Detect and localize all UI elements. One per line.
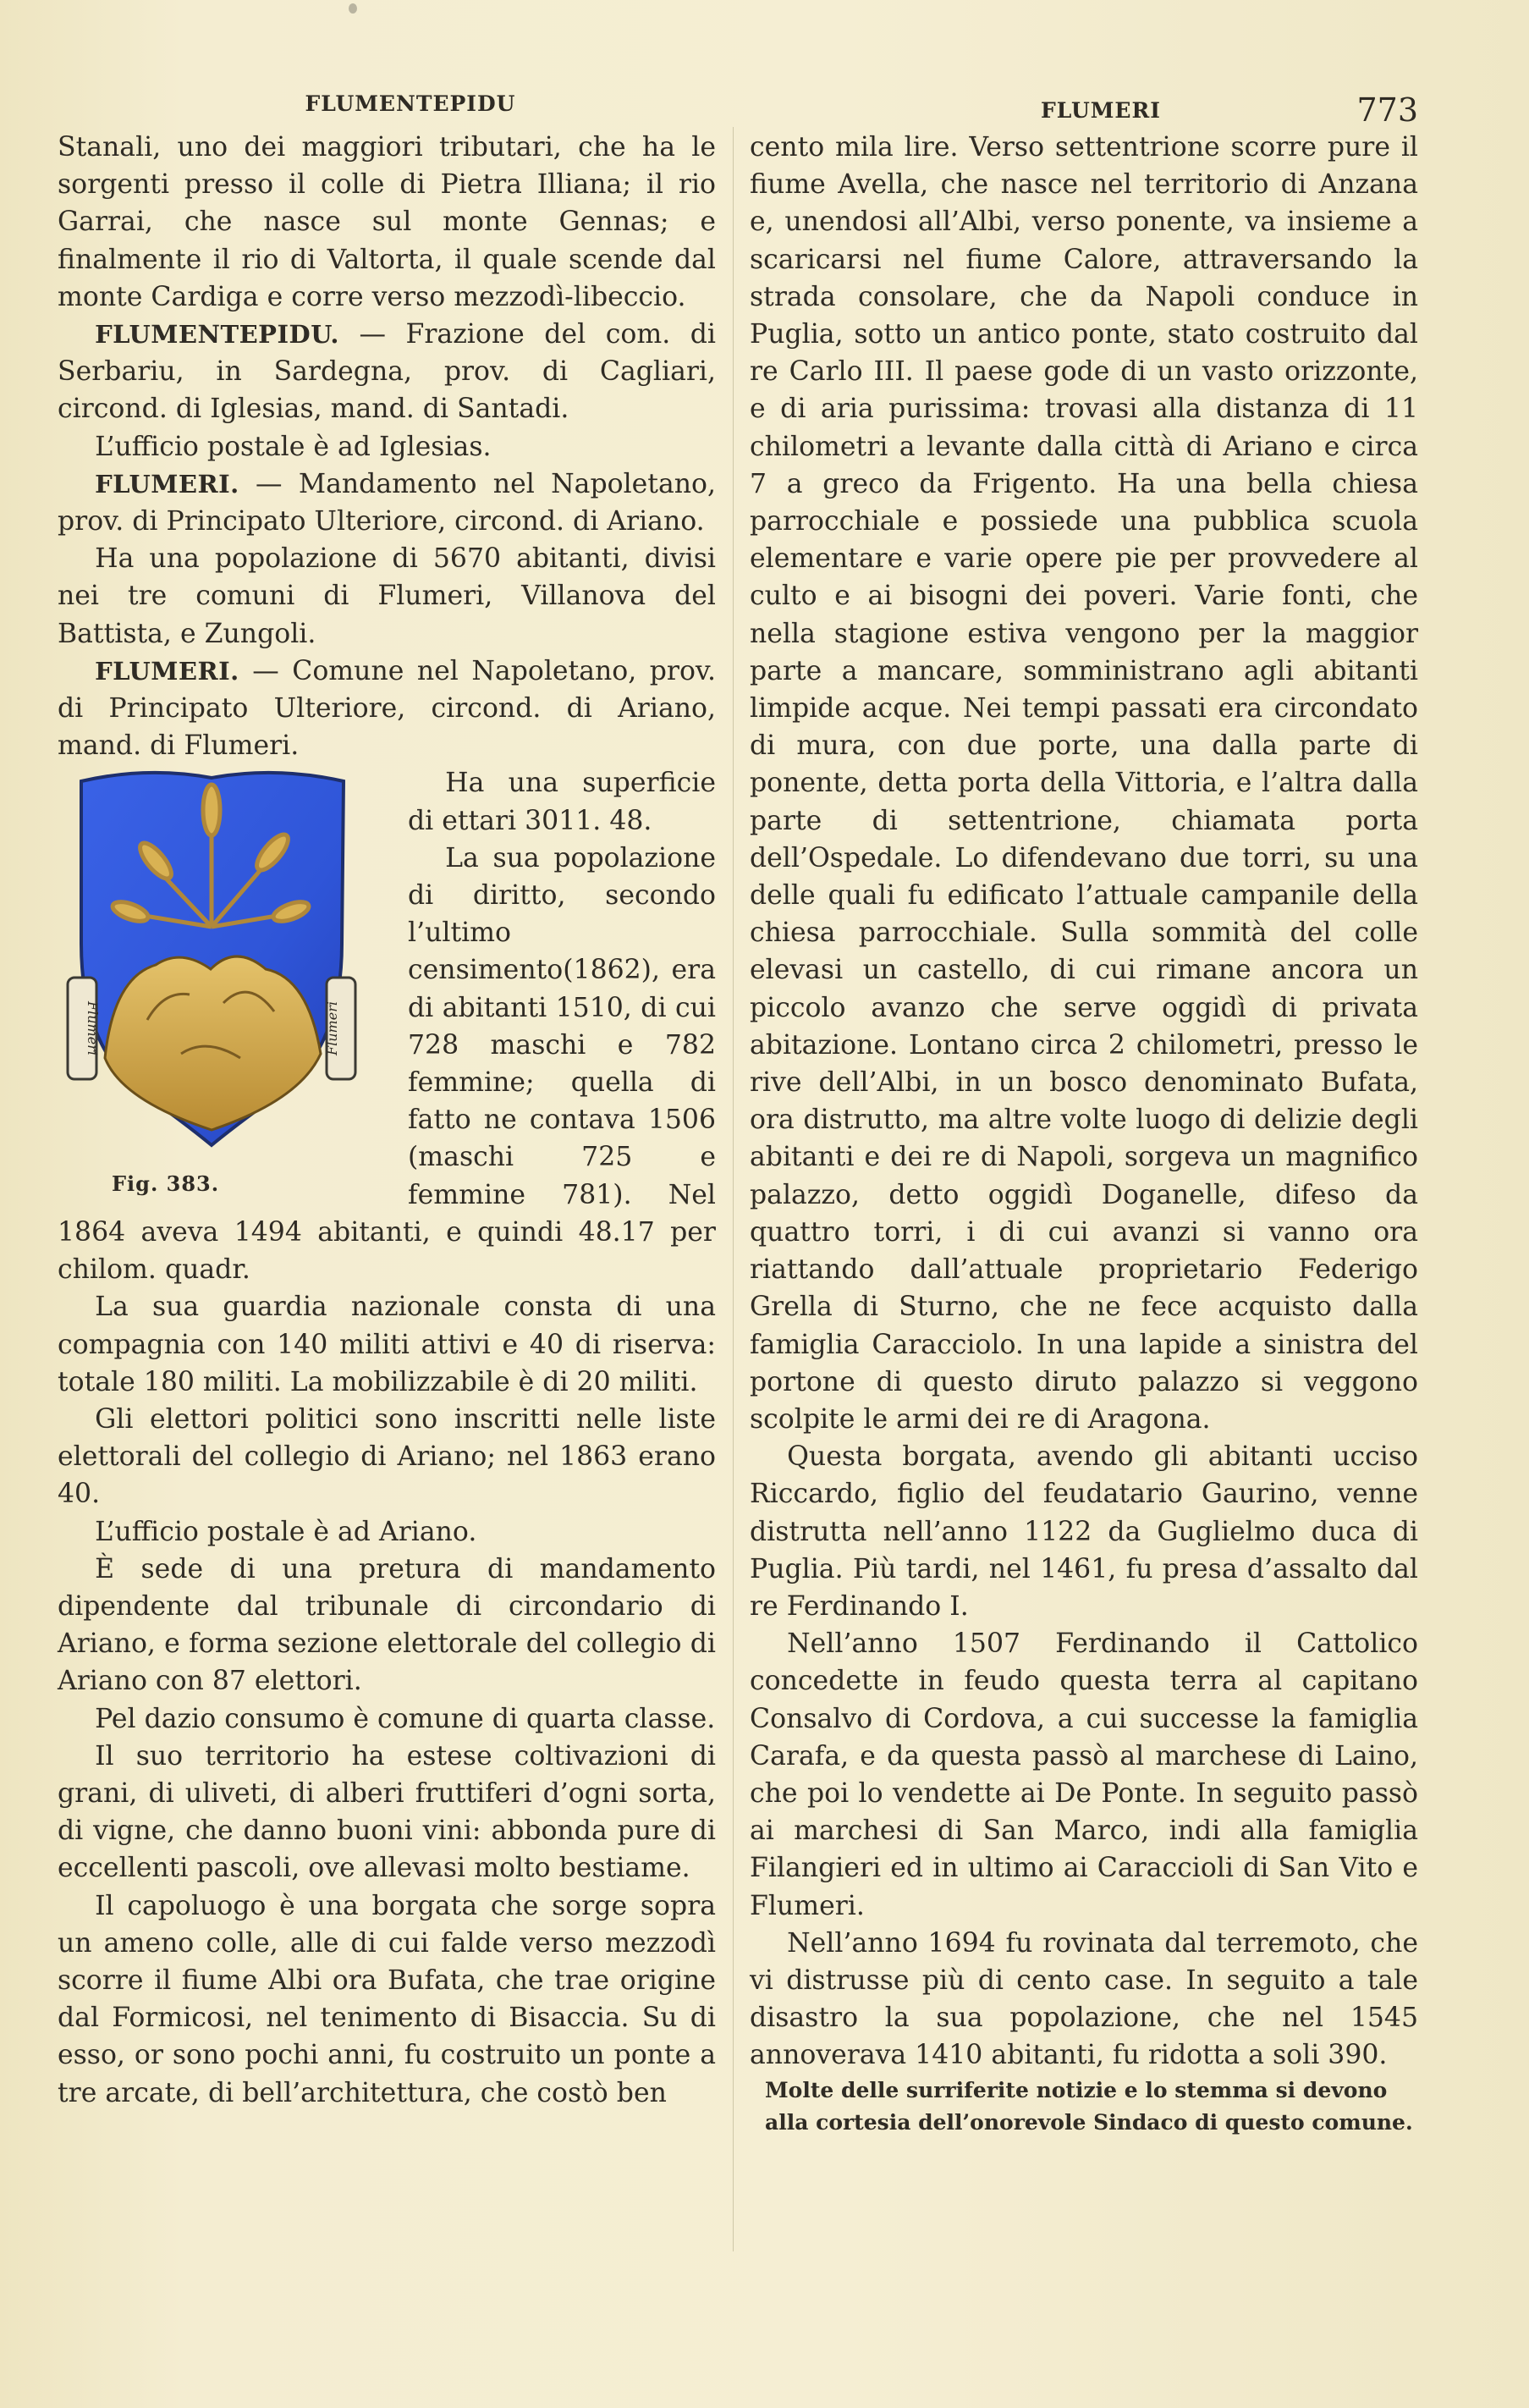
running-head-right [745,91,1430,134]
entry-text: — Frazione del com. di Serbariu, in Sardegna, prov. di Cagliari, circond. di Iglesias, mand. di Santadi. [58,319,716,425]
paragraph-ufficio-ariano: L’ufficio postale è ad Ariano. [95,1516,477,1547]
left-column [58,129,716,2112]
paragraph-territorio: Il suo territorio ha estese coltivazioni di grani, di uliveti, di alberi fruttiferi d’ogni sorta, di vigne, che danno buoni vini: abbonda pure di eccellenti pascoli, ove allevasi molto bestiame. [58,1740,716,1884]
paragraph-continuation: cento mila lire. Verso settentrione scorre pure il fiume Avella, che nasce nel territorio di Anzana e, unendosi all’Albi, verso ponente, va insieme a scaricarsi nel fiume Calore, attraversando la strada consolare, che da Napoli conduce in Puglia, sotto un antico ponte, stato costruito dal re Carlo III. Il paese gode di un vasto orizzonte, e di aria purissima: trovasi alla distanza di 11 chilometri a levante dalla città di Ariano e circa 7 a greco da Frigento. Ha una bella chiesa parrocchiale e possiede una pubblica scuola elementare e varie opere pie per provvedere al culto e ai bisogni dei poveri. Varie fonti, che nella stagione estiva vengono per la maggior parte a mancare, somministrano agli abitanti limpide acque. Nei tempi passati era circondato di mura, con due porte, una dalla parte di ponente, detta porta della Vittoria, e l’altra dalla parte di settentrione, chiamata porta dell’Ospedale. Lo difendevano due torri, su una delle quali fu edificato l’attuale campanile della chiesa parrocchiale. Sulla sommità del colle elevasi un castello, di cui rimane ancora un piccolo avanzo che serve oggidì di privata abitazione. Lontano circa 2 chilometri, presso le rive dell’Albi, in un bosco denominato Bufata, ora distrutto, ma altre volte luogo di delizie degli abitanti e dei re di Napoli, sorgeva un magnifico palazzo, detto oggidì Doganelle, difeso da quattro torri, i di cui avanzi si vanno ora riattando dall’attuale proprietario Federigo Grella di Sturno, che ne fece acquisto dalla famiglia Caracciolo. In una lapide a sinistra del portone di questo diruto palazzo si veggono scolpite le armi dei re di Aragona. [750,132,1418,1435]
entry-text: — Mandamento nel Napoletano, prov. di Principato Ulteriore, circond. di Ariano. [58,468,716,537]
paragraph-popolazione-diritto: La sua popolazione di diritto, secondo l’ultimo censimento(1862), era di abitanti 1510, di cui 728 maschi e 782 femmine; quella di fatto ne contava 1506 (maschi 725 e femmine 781). Nel 1864 aveva 1494 abitanti, e quindi 48.17 per chilom. quadr. [58,842,716,1286]
acknowledgement-note: Molte delle surriferite notizie e lo stemma si devono alla cortesia dell’onorevole Sindaco di questo comune. [765,2077,1413,2135]
running-title-left: FLUMENTEPIDU [305,91,516,116]
coat-of-arms-image [54,766,393,1164]
paragraph-terremoto: Nell’anno 1694 fu rovinata dal terremoto, che vi distrusse più di cento case. In seguito a tale disastro la sua popolazione, che nel 1545 annoverava 1410 abitanti, fu ridotta a soli 390. [750,1927,1418,2071]
entry-flumentepidu [58,316,716,428]
running-head-left [102,91,719,116]
paragraph-popolazione-mandamento: Ha una popolazione di 5670 abitanti, divisi nei tre comuni di Flumeri, Villanova del Battista, e Zungoli. [58,543,716,649]
scroll-left-text: Flumeri [85,1001,101,1056]
entry-term: FLUMERI. [95,469,239,499]
figure-caption: Fig. 383. [112,1171,220,1197]
hills-icon [105,956,321,1130]
paragraph-pretura: È sede di una pretura di mandamento dipendente dal tribunale di circondario di Ariano, e forma sezione elettorale del collegio di Ariano con 87 elettori. [58,1553,716,1697]
coat-of-arms-figure [54,766,393,1203]
entry-flumeri-comune [58,653,716,765]
entry-term: FLUMENTEPIDU. [95,320,339,350]
running-title-right: FLUMERI [1041,98,1161,123]
right-column [750,129,1418,2139]
entry-term: FLUMERI. [95,656,239,686]
paragraph-feudo: Nell’anno 1507 Ferdinando il Cattolico concedette in feudo questa terra al capitano Consalvo di Cordova, a cui successe la famiglia Carafa, e da questa passò al marchese di Laino, che poi lo vendette ai De Ponte. In seguito passò ai marchesi di San Marco, indi alla famiglia Filangieri ed in ultimo ai Caraccioli di San Vito e Flumeri. [750,1628,1418,1921]
page-number: 773 [1356,91,1418,129]
paragraph-storia-borgata: Questa borgata, avendo gli abitanti ucciso Riccardo, figlio del feudatario Gaurino, venne distrutta nell’anno 1122 da Guglielmo duca di Puglia. Più tardi, nel 1461, fu presa d’assalto dal re Ferdinando I. [750,1441,1418,1622]
scroll-right-text: Flumeri [324,1001,340,1056]
ink-dot [349,3,357,14]
entry-text: — Comune nel Napoletano, prov. di Principato Ulteriore, circond. di Ariano, mand. di Flumeri. [58,655,716,762]
entry-flumeri-mandamento [58,466,716,540]
paragraph-dazio: Pel dazio consumo è comune di quarta classe. [95,1703,716,1734]
paragraph-superficie: Ha una superficie di ettari 3011. 48. [408,768,716,836]
paragraph-capoluogo: Il capoluogo è una borgata che sorge sopra un ameno colle, alle di cui falde verso mezzodì scorre il fiume Albi ora Bufata, che trae origine dal Formicosi, nel tenimento di Bisaccia. Su di esso, or sono pochi anni, fu costruito un ponte a tre arcate, di bell’architettura, che costò ben [58,1890,716,2108]
column-divider [733,127,734,2251]
paragraph-elettori: Gli elettori politici sono inscritti nelle liste elettorali del collegio di Ariano; nel 1863 erano 40. [58,1403,716,1510]
paragraph-stanali: Stanali, uno dei maggiori tributari, che ha le sorgenti presso il colle di Pietra Illiana; il rio Garrai, che nasce sul monte Gennas; e finalmente il rio di Valtorta, il quale scende dal monte Cardiga e corre verso mezzodì-libeccio. [58,132,716,312]
paragraph-guardia: La sua guardia nazionale consta di una compagnia con 140 militi attivi e 40 di riserva: totale 180 militi. La mobilizzabile è di 20 militi. [58,1292,716,1397]
paragraph-ufficio-iglesias: L’ufficio postale è ad Iglesias. [95,431,492,462]
